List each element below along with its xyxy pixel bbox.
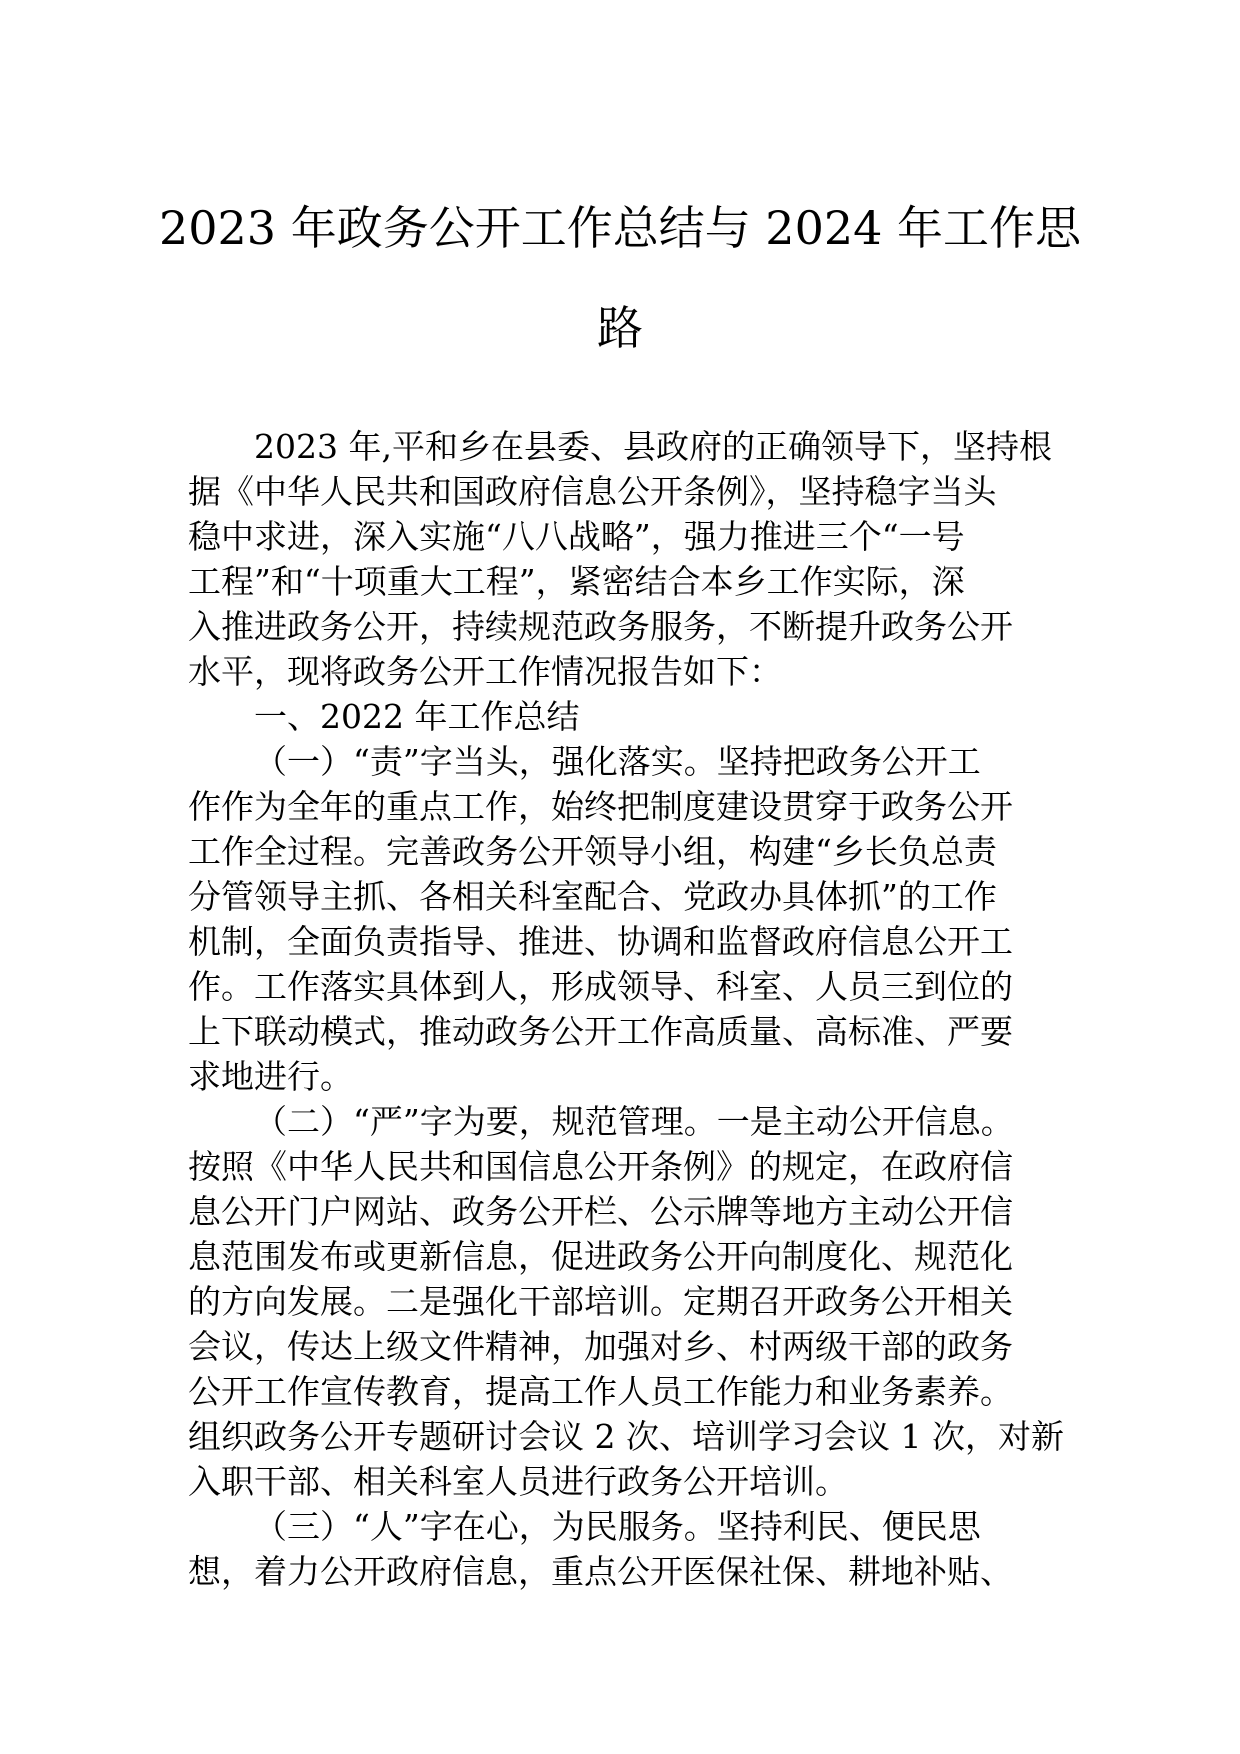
title-line-2: 路 (597, 301, 643, 355)
body-line: 一、2022 年工作总结 (254, 697, 580, 736)
document-body (188, 424, 1064, 1594)
body-line: 公开工作宣传教育，提高工作人员工作能力和业务素养。 (188, 1372, 1013, 1411)
body-line: 稳中求进，深入实施“八八战略”，强力推进三个“一号 (188, 517, 965, 556)
body-line: 会议，传达上级文件精神，加强对乡、村两级干部的政务 (188, 1327, 1013, 1366)
body-line: 作。工作落实具体到人，形成领导、科室、人员三到位的 (188, 967, 1013, 1006)
body-line: 息范围发布或更新信息，促进政务公开向制度化、规范化 (188, 1237, 1013, 1276)
body-line: 求地进行。 (188, 1057, 353, 1096)
body-line: 上下联动模式，推动政务公开工作高质量、高标准、严要 (188, 1012, 1013, 1051)
body-line: 分管领导主抓、各相关科室配合、党政办具体抓”的工作 (188, 877, 997, 916)
body-line: 水平，现将政务公开工作情况报告如下： (188, 652, 782, 691)
body-line: 机制，全面负责指导、推进、协调和监督政府信息公开工 (188, 922, 1013, 961)
body-line: 组织政务公开专题研讨会议 2 次、培训学习会议 1 次，对新 (188, 1417, 1064, 1456)
body-line: 的方向发展。二是强化干部培训。定期召开政务公开相关 (188, 1282, 1013, 1321)
title-line-1: 2023 年政务公开工作总结与 2024 年工作思 (159, 201, 1081, 255)
body-line: 按照《中华人民共和国信息公开条例》的规定，在政府信 (188, 1147, 1013, 1186)
body-line: 据《中华人民共和国政府信息公开条例》，坚持稳字当头 (188, 472, 997, 511)
body-line: 作作为全年的重点工作，始终把制度建设贯穿于政务公开 (188, 787, 1013, 826)
body-line: 工程”和“十项重大工程”，紧密结合本乡工作实际，深 (188, 562, 965, 601)
body-line: 息公开门户网站、政务公开栏、公示牌等地方主动公开信 (188, 1192, 1013, 1231)
body-line: 入职干部、相关科室人员进行政务公开培训。 (188, 1462, 848, 1501)
body-line: （三）“人”字在心，为民服务。坚持利民、便民思 (254, 1507, 981, 1546)
document-title (150, 178, 1090, 378)
body-line: 工作全过程。完善政务公开领导小组，构建“乡长负总责 (188, 832, 997, 871)
body-line: 2023 年,平和乡在县委、县政府的正确领导下，坚持根 (254, 427, 1052, 466)
body-line: （二）“严”字为要，规范管理。一是主动公开信息。 (254, 1102, 1014, 1141)
body-line: 想，着力公开政府信息，重点公开医保社保、耕地补贴、 (188, 1552, 1013, 1591)
body-line: 入推进政务公开，持续规范政务服务，不断提升政务公开 (188, 607, 1013, 646)
body-line: （一）“责”字当头，强化落实。坚持把政务公开工 (254, 742, 981, 781)
